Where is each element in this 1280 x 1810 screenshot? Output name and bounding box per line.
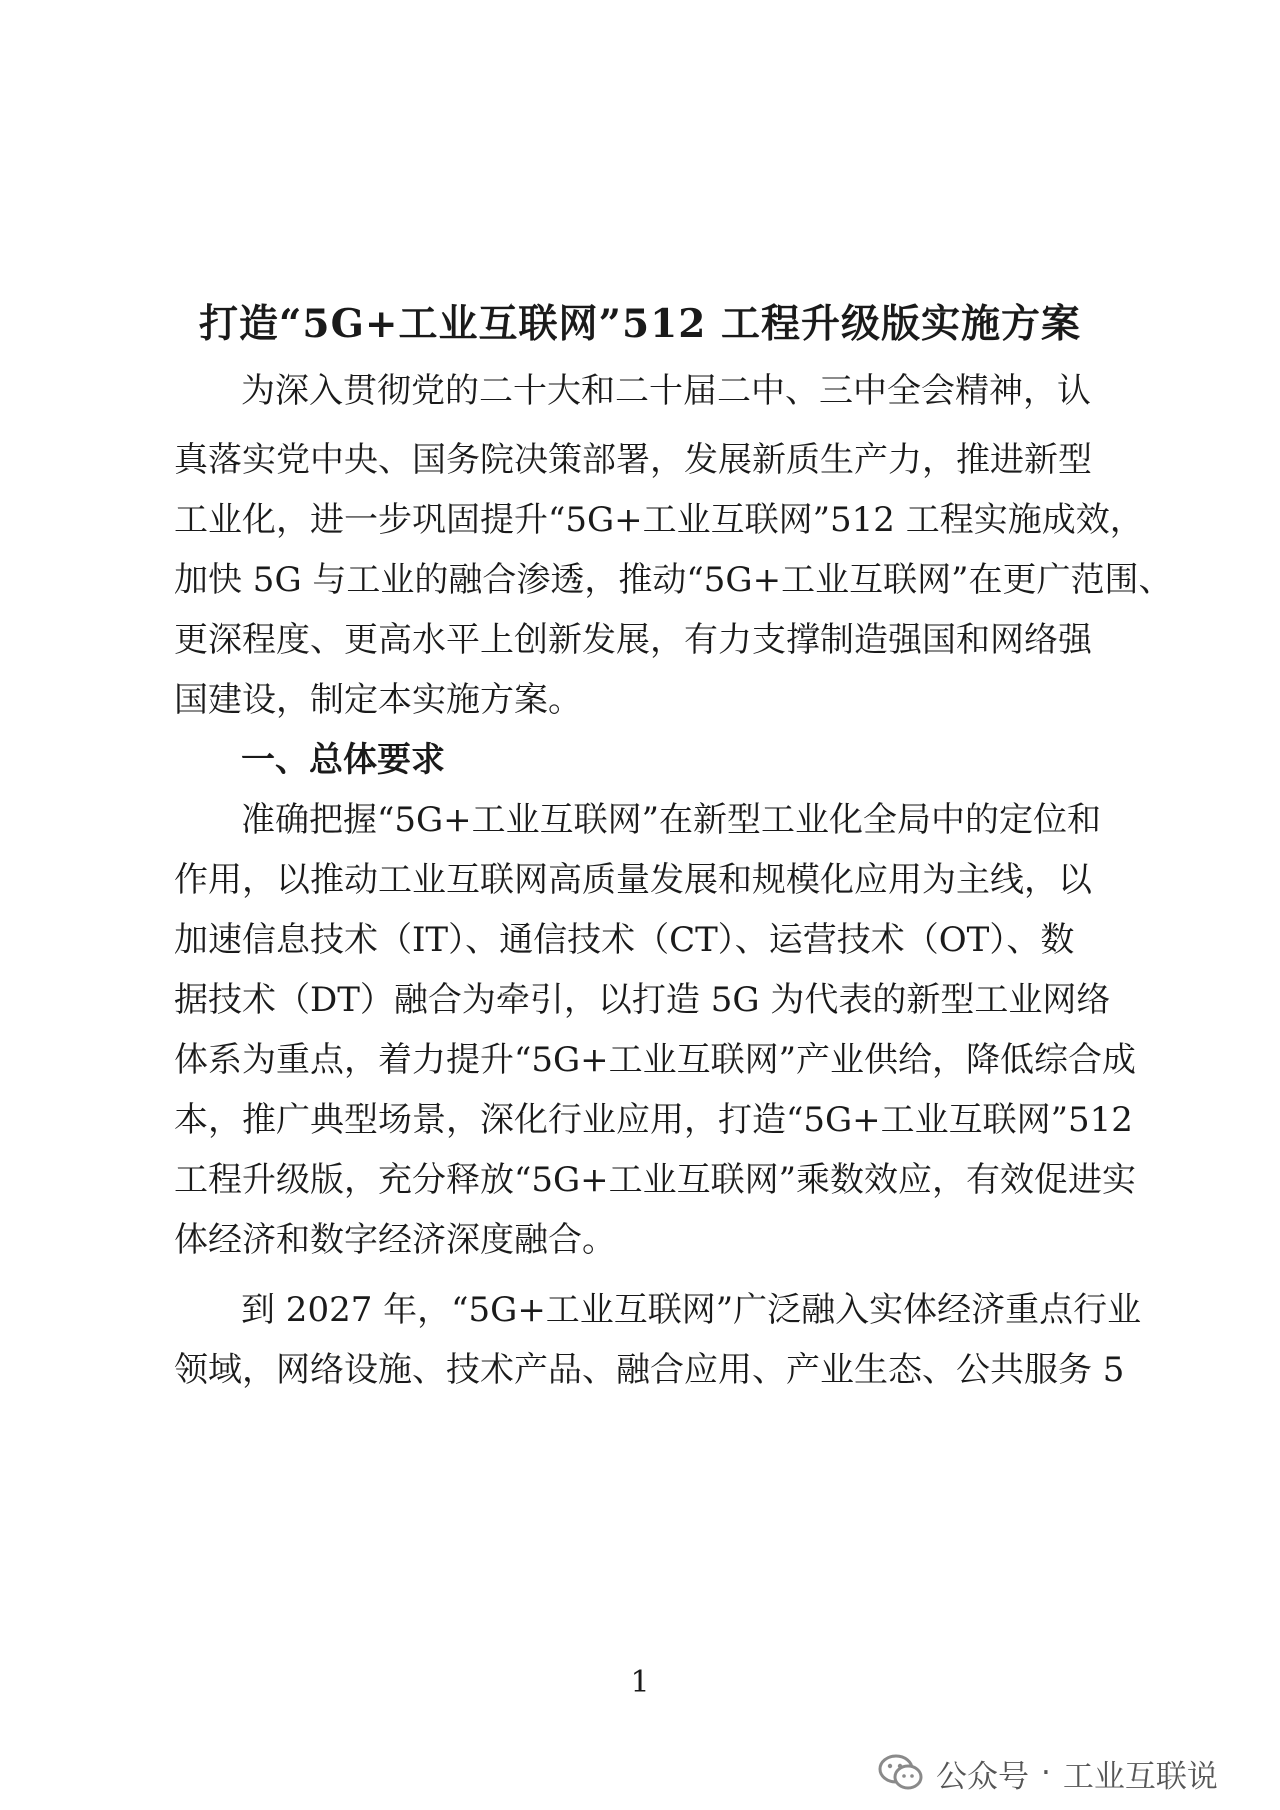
document-title: 打造“5G+工业互联网”512 工程升级版实施方案 [199,301,1081,347]
watermark [878,1748,1218,1798]
watermark-account: 工业互联说 [1062,1758,1218,1795]
paragraph-line: 工程升级版，充分释放“5G+工业互联网”乘数效应，有效促进实 [174,1160,1137,1200]
paragraph-line: 为深入贯彻党的二十大和二十届二中、三中全会精神，认 [241,371,1091,411]
paragraph-line: 据技术（DT）融合为牵引，以打造 5G 为代表的新型工业网络 [174,980,1111,1020]
paragraph-line: 准确把握“5G+工业互联网”在新型工业化全局中的定位和 [241,800,1102,840]
paragraph-line: 工业化，进一步巩固提升“5G+工业互联网”512 工程实施成效， [174,500,1144,540]
paragraph-line: 本，推广典型场景，深化行业应用，打造“5G+工业互联网”512 [174,1100,1133,1140]
paragraph-line: 更深程度、更高水平上创新发展，有力支撑制造强国和网络强 [174,620,1092,660]
paragraph-line: 体经济和数字经济深度融合。 [174,1220,616,1260]
paragraph-line: 到 2027 年，“5G+工业互联网”广泛融入实体经济重点行业 [241,1290,1142,1330]
wechat-icon [878,1753,924,1793]
paragraph-line: 作用，以推动工业互联网高质量发展和规模化应用为主线，以 [174,860,1092,900]
section-heading: 一、总体要求 [241,740,445,780]
paragraph-line: 体系为重点，着力提升“5G+工业互联网”产业供给，降低综合成 [174,1040,1137,1080]
watermark-separator: · [1041,1755,1051,1791]
paragraph-line: 国建设，制定本实施方案。 [174,680,582,720]
watermark-prefix: 公众号 [936,1758,1029,1795]
paragraph-line: 加快 5G 与工业的融合渗透，推动“5G+工业互联网”在更广范围、 [174,560,1173,600]
paragraph-line: 领域，网络设施、技术产品、融合应用、产业生态、公共服务 5 [174,1350,1125,1390]
paragraph-line: 真落实党中央、国务院决策部署，发展新质生产力，推进新型 [174,440,1092,480]
paragraph-line: 加速信息技术（IT）、通信技术（CT）、运营技术（OT）、数 [174,920,1075,960]
page-number: 1 [630,1665,650,1700]
